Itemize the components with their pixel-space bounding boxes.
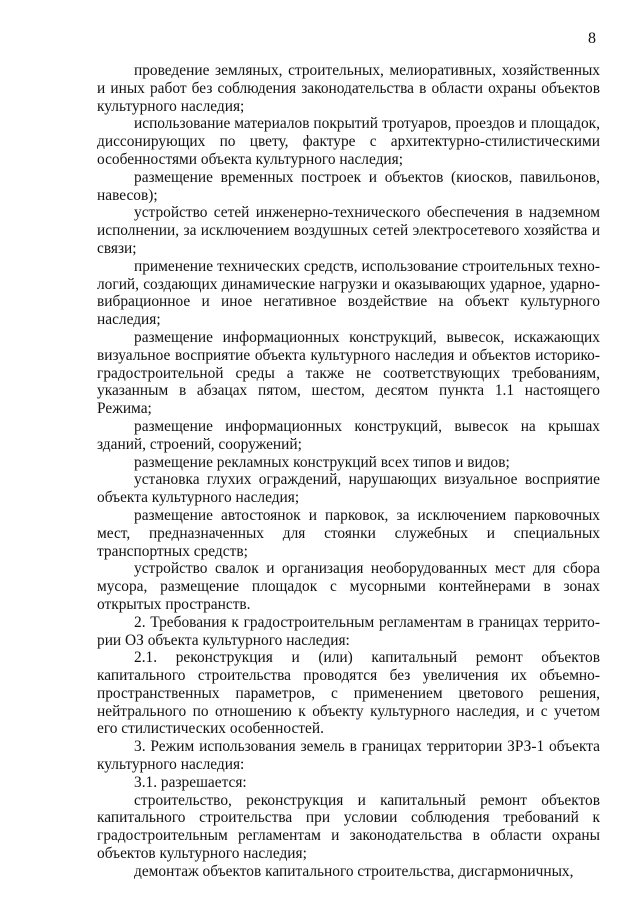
paragraph: 3.1. разрешается: bbox=[134, 773, 247, 791]
page-number: 8 bbox=[588, 30, 596, 47]
paragraph: проведение земляных, строительных, мелиоративных, хозяйственных и иных работ без соблюдения законодательства в области охраны объектов культурного наследия; bbox=[97, 62, 600, 115]
paragraph: 2. Требования к градостроительным регламентам в границах территории ОЗ объекта культурного наследия: bbox=[97, 613, 600, 649]
paragraph: 3. Режим использования земель в границах территории ЗРЗ-1 объекта культурного наследия: bbox=[97, 738, 600, 774]
paragraph: установка глухих ограждений, нарушающих визуальное восприятие объекта культурного наследия; bbox=[97, 471, 600, 507]
document-body bbox=[97, 62, 600, 881]
paragraph: устройство свалок и организация необорудованных мест для сбора мусора, размещение площадок с мусорными контейнерами в зонах открытых пространств. bbox=[97, 560, 600, 613]
paragraph: 2.1. реконструкция и (или) капитальный ремонт объектов капитального строительства проводятся без увеличения их объемно-пространственных параметров, с применением цветового решения, нейтрального по отношению к объекту культурного наследия, и с учетом его стилистических особенностей. bbox=[97, 649, 600, 738]
paragraph: размещение автостоянок и парковок, за исключением парковочных мест, предназначенных для стоянки служебных и специальных транспортных средств; bbox=[97, 506, 600, 560]
paragraph: строительство, реконструкция и капитальный ремонт объектов капитального строительства при условии соблюдения требований к градостроительным регламентам и законодательства в области охраны объектов культурного наследия; bbox=[97, 791, 600, 863]
paragraph: размещение рекламных конструкций всех типов и видов; bbox=[134, 453, 510, 471]
paragraph: применение технических средств, использование строительных технологий, создающих динамические нагрузки и оказывающих ударное, ударновибрационное и иное негативное воздействие на объект культурного наследия; bbox=[97, 257, 600, 329]
paragraph: устройство сетей инженерно-технического обеспечения в надземном исполнении, за исключением воздушных сетей электросетевого хозяйства и связи; bbox=[97, 204, 600, 257]
paragraph: размещение информационных конструкций, вывесок на крышах зданий, строений, сооружений; bbox=[97, 417, 600, 453]
paragraph: размещение временных построек и объектов (киосков, павильонов, навесов); bbox=[97, 168, 600, 204]
paragraph: использование материалов покрытий тротуаров, проездов и площадок, диссонирующих по цвету, фактуре с архитектурно-стилистическими особенностями объекта культурного наследия; bbox=[97, 115, 600, 168]
paragraph: размещение информационных конструкций, вывесок, искажающих визуальное восприятие объекта культурного наследия и объектов историко-градостроительной среды а также не соответствующих требованиям, указанным в абзацах пятом, шестом, десятом пункта 1.1 настоящего Режима; bbox=[97, 328, 600, 418]
paragraph: демонтаж объектов капитального строительства, дисгармоничных, bbox=[134, 862, 574, 880]
